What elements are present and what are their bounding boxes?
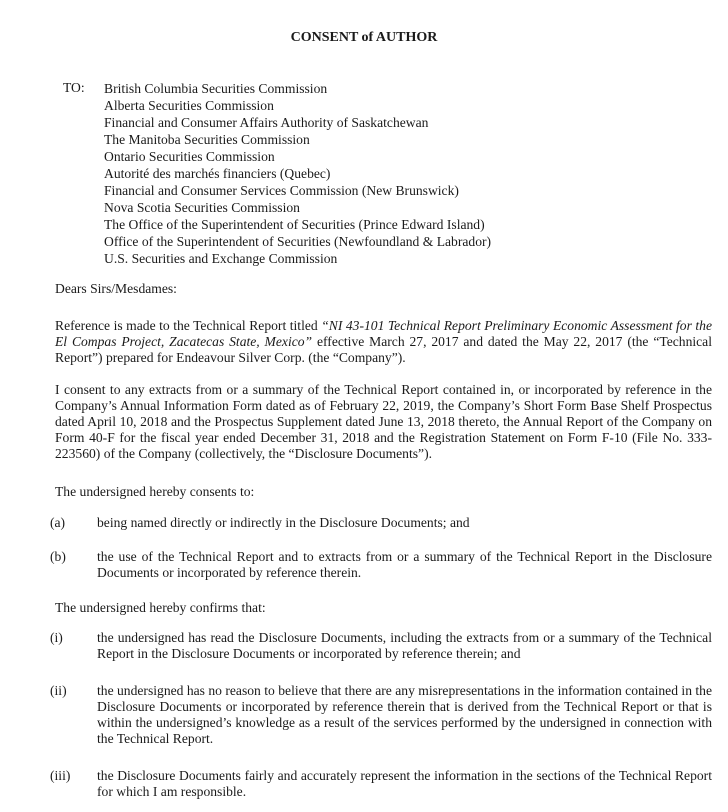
item-text: the use of the Technical Report and to extracts from or a summary of the Technical Report in the Disclosure Documents or incorporated by reference therein. <box>97 549 712 580</box>
item-marker: (a) <box>50 515 66 530</box>
item-marker: (iii) <box>50 768 71 783</box>
confirms-lead: The undersigned hereby confirms that: <box>55 600 266 615</box>
recipient: Nova Scotia Securities Commission <box>104 200 300 215</box>
recipient: Financial and Consumer Affairs Authority of Saskatchewan <box>104 115 429 130</box>
recipient: Office of the Superintendent of Securities (Newfoundland & Labrador) <box>104 234 492 249</box>
item-text: the undersigned has no reason to believe that there are any misrepresentations in the information contained in the Disclosure Documents or incorporated by reference therein that is derived from the Technical Report or that is within the undersigned’s knowledge as a result of the services performed by the undersigned in connection with the Technical Report. <box>97 683 712 746</box>
recipient: The Manitoba Securities Commission <box>104 132 310 147</box>
recipient: Alberta Securities Commission <box>104 98 274 113</box>
item-marker: (i) <box>50 630 63 645</box>
recipient-list <box>104 80 491 267</box>
reference-paragraph <box>55 318 712 366</box>
consents-lead: The undersigned hereby consents to: <box>55 484 255 499</box>
item-text: being named directly or indirectly in the Disclosure Documents; and <box>97 515 470 530</box>
report-title: “NI 43-101 Technical Report Preliminary Economic Assessment for the El Compas Project, Zacatecas State, Mexico” <box>55 318 712 349</box>
item-marker: (ii) <box>50 683 67 698</box>
document-title: CONSENT of AUTHOR <box>290 30 438 45</box>
to-label: TO: <box>63 80 85 95</box>
recipient: Ontario Securities Commission <box>104 149 275 164</box>
recipient: Autorité des marchés financiers (Quebec) <box>104 166 331 181</box>
item-text: the Disclosure Documents fairly and accurately represent the information in the sections of the Technical Report for which I am responsible. <box>97 768 712 799</box>
salutation: Dears Sirs/Mesdames: <box>55 281 177 296</box>
consent-paragraph: I consent to any extracts from or a summary of the Technical Report contained in, or incorporated by reference in the Company’s Annual Information Form dated as of February 22, 2019, the Company’s Short Form Base Shelf Prospectus dated April 10, 2018 and the Prospectus Supplement dated June 13, 2018 thereto, the Annual Report of the Company on Form 40-F for the fiscal year ended December 31, 2018 and the Registration Statement on Form F-10 (File No. 333-223560) of the Company (collectively, the “Disclosure Documents”). <box>55 382 712 461</box>
recipient: British Columbia Securities Commission <box>104 81 328 96</box>
recipient: U.S. Securities and Exchange Commission <box>104 251 338 266</box>
recipient: Financial and Consumer Services Commission (New Brunswick) <box>104 183 459 198</box>
recipient: The Office of the Superintendent of Securities (Prince Edward Island) <box>104 217 485 232</box>
reference-text: Reference is made to the Technical Report titled <box>55 318 322 333</box>
item-text: the undersigned has read the Disclosure Documents, including the extracts from or a summary of the Technical Report in the Disclosure Documents or incorporated by reference therein; and <box>97 630 712 661</box>
item-marker: (b) <box>50 549 66 564</box>
reference-text-end: effective March 27, 2017 and dated the May 22, 2017 (the “Technical Report”) prepared for Endeavour Silver Corp. (the “Company”). <box>55 334 712 365</box>
